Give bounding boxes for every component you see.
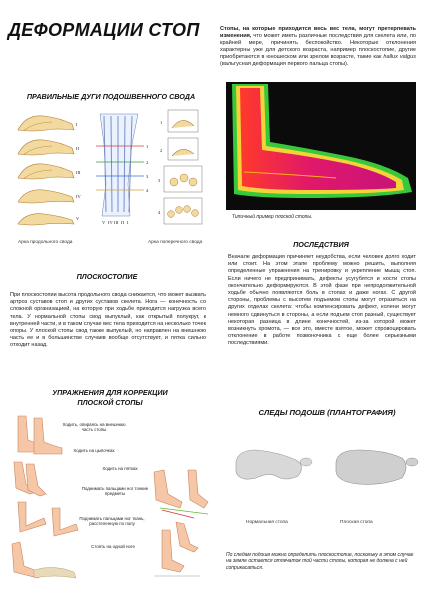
exercise-label-tiptoe: Ходить на цыпочках <box>73 448 115 453</box>
intro-paragraph <box>220 26 416 69</box>
footprint-normal-label: Нормальная стопа <box>246 520 288 525</box>
center-bottom-v: V <box>102 220 106 225</box>
intro-rest: что может иметь различные последствия для скелета или, по крайней мере, причинять беспокойство. Некоторые отклонения характерны уже для детского возраста, например плоскостопие, другие приобретаются в юношеском или зрелом возрасте, такие как <box>220 33 416 61</box>
arches-illustration <box>4 104 214 236</box>
flatfoot-text: При плоскостопии высота продольного свода снижается, что может вызвать артроз суставов стоп и других суставов скелета. Нога — конечность со сложной организацией, на которую при ходьбе приходится нагрузка всего тела. У нормальной стопы свод выпуклый, как открытый полукруг, к внутренней части, и в таком случае вес тела приходится на несколько точек опоры. У плоской стопы свод также выпуклый, но направлен на внешнюю часть ее и в большинстве случаев вообще отсутствует, и пятка сильно отходит назад. <box>10 292 206 349</box>
exercises-illustration <box>4 410 214 596</box>
flatfoot-heading: ПЛОСКОСТОПИЕ <box>76 272 138 281</box>
right-num-1: 1 <box>160 120 163 125</box>
arches-caption-left: Арка продольного свода <box>18 240 73 245</box>
footprint-flat <box>336 450 418 484</box>
center-num-2: 2 <box>146 160 149 165</box>
right-num-3: 3 <box>158 178 161 183</box>
plantography-caption: По следам подошв можно определить плоскостопие, поскольку в этом случае на земле остается отпечаток той части стопы, которая не должна с ней соприкасаться. <box>226 552 414 571</box>
exercise-feet-outer-edge <box>18 416 62 454</box>
center-num-1: 1 <box>146 144 149 149</box>
exercise-one-leg <box>154 522 200 576</box>
exercise-label-one-leg: Стоять на одной ноге <box>91 544 135 549</box>
arches-caption-right: Арка поперечного свода <box>148 240 203 245</box>
consequences-text: Вначале деформация причиняет неудобства, если человек долго ходит или стоит. На этом этапе проблему можно решить, выполняя определенные упражнения на тренировку и укрепление мышц стоп. Если ничего не предпринимать, дефекты усугубятся и кости стопы окончательно деформируются. В этой фазе при непродолжительной ходьбе обычно появляются боль в стопах и даже ногах. С другой стороны, проблемы с высотем подъемом стопы могут отразиться на других отделах скелета: чтобы компенсировать дефект, колени могут немного сдвинуться в стороны, а если подъем стоп разный, существует некоторая разница в длине конечностей, из-за которой может возникнуть хромота, — все это, вместе взятое, может спровоцировать отклонение в работе позвоночника с еще более серьезными последствиями. <box>228 254 416 347</box>
exercise-towel <box>12 542 76 578</box>
consequences-heading: ПОСЛЕДСТВИЯ <box>293 240 349 249</box>
thermogram-image <box>226 82 416 210</box>
center-bottom-iii: III <box>114 220 119 225</box>
arch-label-3: III <box>76 170 81 175</box>
exercise-label-pick-objects: Поднимать пальцами ног тонкие предметы <box>81 486 149 497</box>
center-bottom-iv: IV <box>108 220 113 225</box>
exercise-heels <box>18 502 78 536</box>
arches-heading: ПРАВИЛЬНЫЕ ДУГИ ПОДОШВЕННОГО СВОДА <box>26 92 196 101</box>
intro-lead: Стопы, на которые приходится весь вес тела, могут претерпевать изменения, <box>220 26 416 40</box>
arch-label-5: V <box>76 216 80 221</box>
exercise-label-outer-edge: Ходить, опираясь на внешнюю часть стопы <box>62 422 126 433</box>
transverse-arch-column <box>158 110 202 224</box>
page-title: ДЕФОРМАЦИИ СТОП <box>8 20 200 40</box>
exercise-label-heels: Ходить на пятках <box>102 466 138 471</box>
arch-label-2: II <box>76 146 79 151</box>
center-num-4: 4 <box>146 188 149 193</box>
arch-label-4: IV <box>76 194 81 199</box>
center-bottom-i: I <box>127 220 129 225</box>
exercises-heading-line1: УПРАЖНЕНИЯ ДЛЯ КОРРЕКЦИИ <box>52 388 168 397</box>
exercises-heading-line2: ПЛОСКОЙ СТОПЫ <box>77 398 143 407</box>
arch-label-1: I <box>76 122 78 127</box>
plantography-heading: СЛЕДЫ ПОДОШВ (ПЛАНТОГРАФИЯ) <box>258 408 396 417</box>
footprint-flat-label: Плоская стопа <box>340 520 373 525</box>
exercise-tiptoe <box>14 462 46 496</box>
center-bottom-ii: II <box>121 220 124 225</box>
foot-skeleton-top-view <box>96 114 149 225</box>
longitudinal-arch-column <box>18 116 81 225</box>
right-num-2: 2 <box>160 148 163 153</box>
thermogram-caption: Типичный пример плоской стопы. <box>232 214 313 220</box>
right-num-4: 4 <box>158 210 161 215</box>
exercise-pick-objects <box>154 470 208 518</box>
exercise-label-towel: Поднимать пальцами ног ткань, расстеленную по полу <box>79 516 145 527</box>
intro-term: hallux valgus <box>383 54 416 61</box>
footprint-normal <box>236 450 312 479</box>
footprints-illustration <box>226 422 420 522</box>
center-num-3: 3 <box>146 174 149 179</box>
intro-tail: (вальгусная деформация первого пальца стопы). <box>220 61 349 68</box>
